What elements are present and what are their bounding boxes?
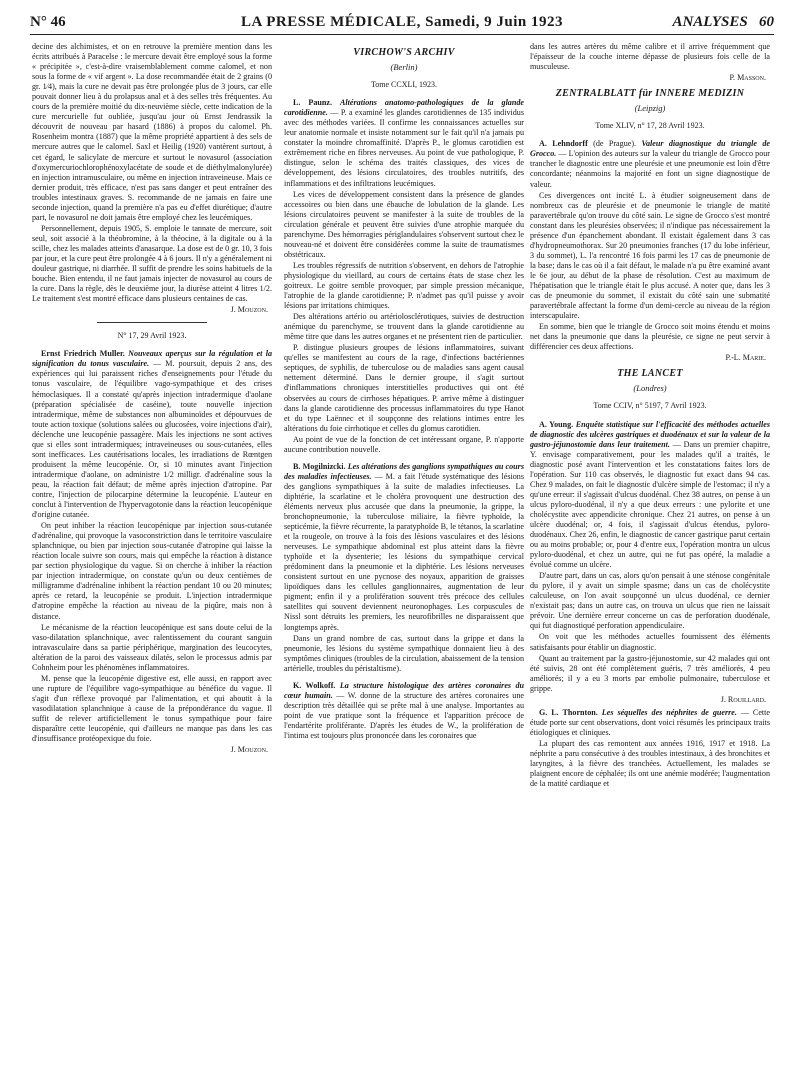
paragraph: Dans un grand nombre de cas, surtout dans la grippe et dans la pneumonie, les lésions du système sympathique donnaient lieu à des symptômes cliniques (troubles de la circulation, abaissement de la tension artérielle, troubles du péristaltisme). [284, 633, 524, 673]
article-title: Altérations anatomo-pathologiques de la glande carotidienne. [284, 98, 524, 118]
issue-date: Tome XLIV, n° 17, 28 Avril 1923. [595, 121, 705, 131]
paragraph: M. pense que la leucopénie digestive est, elle aussi, en rapport avec une rupture de l'équilibre vago-sympathique au bénéfice du vague. Il s'agit d'un réflexe provoqué par l'alimentation, et qui aboutit à la vasodilatation splanchnique à cause de la prépondérance du vague. Il suffit de relever artificiellement le tonus sympathique pour faire disparaître cette leucopénie, qui d'ailleurs ne manque pas dans les cas d'insuffisance protéopexique du foie. [32, 673, 272, 744]
abstract [284, 681, 524, 741]
signature: J. Rouillard. [720, 694, 766, 704]
abstract [530, 139, 770, 189]
journal-title: ZENTRALBLATT für INNERE MEDIZIN [555, 88, 745, 100]
signature: J. Mouzon. [230, 745, 268, 755]
paragraph: Personnellement, depuis 1905, S. emploie le tannate de mercure, soit seul, soit associé à la théobromine, à la théocine, à la digitale ou à la scille, chez les malades atteints d'anasarque. La dose est de 0 gr. 10, 3 fois par jour, et la cure peut être prolongée 4 à 6 jours. Il n'y a généralement ni douleur gastrique, ni diarrhée. Il suffit de prendre les soins habituels de la bouche. Bien entendu, il ne faut jamais injecter de novasurol au cours de la cure. Dans la règle, dès le deuxième jour, la diurèse atteint 4 litres 1/2. Le traitement s'est montré efficace dans plusieurs centaines de cas. [32, 223, 272, 304]
author: A. Young. [539, 419, 574, 429]
column-left [32, 42, 272, 1074]
paragraph: Ces divergences ont incité L. à étudier soigneusement dans de nombreux cas de pleurésie et de pneumonie le triangle de matité paravertébrale qu'on trouve du côté sain. Le signe de Grocco s'est montré constant dans les pleurésies observées; il n'indique pas nécessairement la présence d'un épanchement abondant. Il existait également dans 3 cas d'hydropneumothorax. Sur 20 pneumonies franches (17 du lobe inférieur, 3 du sommet), L. l'a rencontré 16 fois parmi les 17 cas de pneumonie de la base; dans le cas où il a fait défaut, le malade n'a pu être examiné avant le 6e jour, au début de la phase de résolution. C'est au maximum de l'hépatisation que le triangle était le plus accusé. A noter que, dans les 3 cas de pneumonie du sommet, il existait du côté sain une submatité paravertébrale affectant la forme d'un demi-cercle au niveau de la région interscapulaire. [530, 190, 770, 321]
section-and-page [672, 14, 774, 31]
journal-city: (Leipzig) [634, 103, 666, 114]
paragraph: En somme, bien que le triangle de Grocco soit moins étendu et moins net dans la pneumonie que dans la pleurésie, ce signe ne peut servir à différencier ces deux affections. [530, 322, 770, 352]
abstract-text: — Cette étude porte sur cent observations, dont voici résumés les principaux traits étiologiques et cliniques. [530, 707, 770, 737]
abstract [284, 98, 524, 188]
abstract [284, 462, 524, 633]
author: K. Wolkoff. [293, 680, 336, 690]
abstract-text: — M. a fait l'étude systématique des lésions des ganglions sympathiques à la suite de maladies infectieuses. La diphtérie, la scarlatine et le choléra provoquent une destruction des éléments nerveux plus accusée que dans la pneumonie, la grippe, la bronchopneumonie, la tuberculose miliaire, la fièvre typhoïde, la septicémie, la fièvre récurrente, la paratyphoïde B, le tétanos, la scarlatine et la rougeole, on trouve à la fois des lésions vasculaires et des lésions nerveuses. Le sympathique abdominal est plus atteint dans la fièvre typhoïde et la dysenterie; les lésions du sympathique cervical prédominent dans la pneumonie et la diphtérie. Les lésions nerveuses consistent surtout en une pycnose des noyaux, apparition de graisses lipoïdiques dans les cellules ganglionnaires, augmentation de leur pigment; enfin il y a prolifération souvent très précoce des cellules satellites qui souvent deviennent neuronophages. Les corpuscules de Nissl sont détruits les premiers, les neurofibrilles ne disparaissent que longtemps après. [284, 471, 524, 632]
abstract [32, 349, 272, 520]
paragraph: On voit que les méthodes actuelles fournissent des éléments satisfaisants pour établir un diagnostic. [530, 632, 770, 652]
journal-running-title: LA PRESSE MÉDICALE, Samedi, 9 Juin 1923 [240, 14, 564, 30]
article-title: La structure histologique des artères coronaires du cœur humain. [284, 680, 524, 700]
abstract-text: — M. poursuit, depuis 2 ans, des expériences qui lui paraissent riches d'enseignements pour l'étude du tonus vasculaire, de l'équilibre vago-sympathique et des crises hémoclasiques. Il a constaté qu'après injection intradermique d'aolane (préparation spécialisée de caséine), toute nouvelle injection intradermique, même de substances non albuminoïdes et dépourvues de toute action toxique (solutions salées ou glucosées, voire injections d'air), déclenche une leucopénie passagère. Mais les injections ne sont actives que si elles sont intradermiques; intraveineuses ou sous-cutanées, elles sont inefficaces. Les cautérisations locales, les irradiations de Rœntgen produisent la même leucopénie. Or, si 10 minutes avant l'injection intradermique d'aolane, on administre 1/2 milligr. d'adrénaline sous la peau, la réaction fait défaut; de même après injection d'atropine. Par contre, l'injection de pilocarpine détermine la leucopénie. L'auteur en conclut à l'intervention de l'hypervagotonie dans la réaction leucopénique d'origine cutanée. [32, 359, 272, 520]
abstract [530, 420, 770, 571]
author: G. L. Thornton. [539, 707, 598, 717]
signature: P.-L. Marie. [725, 353, 766, 363]
abstract-text: — Dans un premier chapitre, Y. envisage comparativement, pour les malades qu'il a traités, le diagnostic posé avant l'intervention et les constatations faites lors de l'opération. Sur 110 cas observés, le diagnostic fut exact dans 94 cas. Chez 9 malades, on fait le diagnostic d'ulcère simple de l'estomac; il n'y a qu'une erreur: il s'agissait d'ulcus duodénal. Chez 38 autres, on pense à un ulcus pyloro-duodénal, il n'y a que deux erreurs : une pylorite et une cholécystite avec appendicite chronique. Chez 21 autres, on pense à un ulcère duodénal; or, 4 fois, il s'agissait d'ulcus étendus, pyloro-duodénaux. Chez 26, enfin, le diagnostic de cancer gastrique parut certain ou au moins probable; or, pour 4 d'entre eux, l'opération montra un ulcus pyloro-duodénal, et chez un autre, qui ne fut pas opéré, la maladie a évolué comme un ulcère. [530, 439, 770, 570]
paragraph: Des altérations artério ou artériolosclérotiques, suivies de destruction anémique du parenchyme, se trouvent dans la glande carotidienne au même titre que dans les autres organes et ne présentent rien de particulier. [284, 312, 524, 342]
abstract [530, 708, 770, 738]
paragraph: Les vices de développement consistent dans la présence de glandes accessoires ou bien dans une ébauche de lobulation de la glande. Les lésions circulatoires peuvent se manifester à la suite de troubles de la circulation générale et peuvent être suivies d'une atrophie marquée du parenchyme. Des hémorragies périglandulaires s'observent surtout chez le nouveau-né et doivent être considérées comme la suite de traumatismes obstétricaux. [284, 189, 524, 259]
journal-title: THE LANCET [617, 368, 683, 380]
issue-date: Tome CCIV, n° 5197, 7 Avril 1923. [593, 401, 707, 411]
issue-date: N° 17, 29 Avril 1923. [117, 331, 187, 341]
column-middle [284, 42, 524, 1074]
paragraph: Le mécanisme de la réaction leucopénique est sans doute celui de la vaso-dilatation splanchnique, avec ralentissement du courant sanguin intravasculaire dans sa partie périphérique, margination des leucocytes, altération de la paroi des vaisseaux dilatés, selon le processus admis par Cohnheim pour les phénomènes inflammatoires. [32, 622, 272, 672]
separator-rule [97, 322, 207, 323]
article-title: Les séquelles des néphrites de guerre. [601, 707, 737, 717]
journal-city: (Berlin) [390, 62, 418, 73]
author: L. Paunz. [293, 98, 333, 108]
page-number: 60 [759, 14, 774, 30]
journal-city: (Londres) [633, 383, 667, 394]
column-right [530, 42, 770, 1074]
issue-number: N° 46 [30, 14, 66, 30]
paragraph: Les troubles régressifs de nutrition s'observent, en dehors de l'atrophie physiologique du vieillard, au cours de certains états de stase chez les goitreux. Le goitre semble provoquer, par simple pression mécanique, l'atrophie de la glande carotidienne; P. n'admet pas qu'il puisse y avoir lésions par irritations chimiques. [284, 260, 524, 311]
paragraph: La plupart des cas remontent aux années 1916, 1917 et 1918. La néphrite a paru consécutive à des troubles intestinaux, à des bronchites et laryngites, à la fièvre des tranchées. Actuellement, les malades se plaignent encore de céphalée; ils ont une anémie modérée; l'augmentation de la matité cardiaque et [530, 738, 770, 789]
signature: J. Mouzon. [230, 305, 268, 315]
author-location: (de Prague). [593, 139, 637, 149]
author: B. Mogilnizcki. [293, 461, 346, 471]
article-title: Enquête statistique sur l'efficacité des méthodes actuelles de diagnostic des ulcères gastriques et duodénaux et sur la valeur de la gastro-jéjunostomie dans leur traitement. [530, 419, 770, 449]
paragraph: P. distingue plusieurs groupes de lésions inflammatoires, suivant qu'elles se manifestent au cours de la rage, d'infections bactériennes septiques, de syphilis, de tuberculose ou de maladies sans agent causal nettement déterminé. Dans le dernier groupe, il s'agit surtout d'inflammations chroniques interstitielles productives qui ont été observées au cours de cirrhoses hépatiques. P. arrive même à distinguer dans la glande carotidienne des processus inflammatoires du type Hanot et du type Laënnec et il soupçonne des relations intimes entre les altérations du foie cirrhotique et celles du glomus carotidien. [284, 343, 524, 433]
abstract-text: — L'opinion des auteurs sur la valeur du triangle de Grocco pour trancher le diagnostic entre une pleurésie et une pneumonie est loin d'être concordante; néanmoins la majorité en font un signe diagnostique de valeur. [530, 149, 770, 189]
page-header [30, 14, 774, 35]
article-title: Nouveaux aperçus sur la régulation et la signification du tonus vasculaire. [32, 349, 272, 369]
journal-title: VIRCHOW'S ARCHIV [353, 47, 455, 58]
section-label: ANALYSES [672, 14, 748, 30]
article-title: Les altérations des ganglions sympathiques au cours des maladies infectieuses. [284, 461, 524, 481]
article-title: Valeur diagnostique du triangle de Grocco. [530, 139, 770, 159]
abstract-text: — P. a examiné les glandes carotidiennes de 135 individus avec des méthodes variées. Il confirme les connaissances actuelles sur leur anatomie normale et insiste notamment sur le fait qu'il n'a jamais pu constater la moindre chromaffinité. D'après P., le glomus carotidien est extrêmement riche en fibres nerveuses. Au point de vue pathologique, P. distingue, selon le schéma des traités classiques, des vices de développement, des lésions circulatoires, des troubles nutritifs, des inflammations et des infiltrations leucémiques. [284, 108, 524, 188]
paragraph: On peut inhiber la réaction leucopénique par injection sous-cutanée d'adrénaline, qui provoque la vasoconstriction dans le territoire vasculaire splanchnique, ou bien par injection sous-cutanée d'atropine qui laisse la réaction locale suivre son cours, mais qui empêche la réaction à distance par section physiologique du vague. Si on cherche à inhiber la réaction par injection intradermique, on constate qu'un ou deux centièmes de milligramme d'adrénaline inhibent la réaction pendant 10 ou 20 minutes; après ce retard, la leucopénie se produit. L'injection intradermique d'atropine empêche la réaction au niveau de la piqûre, mais non à distance. [32, 521, 272, 621]
author: Ernst Friedrich Muller. [41, 349, 125, 359]
signature: P. Masson. [729, 73, 766, 83]
paragraph: dans les autres artères du même calibre et il arrive fréquemment que l'épaisseur de la couche interne dépasse de plusieurs fois celle de la musculeuse. [530, 42, 770, 72]
abstract-text: — W. donne de la structure des artères coronaires une description très détaillée qui se prête mal à une analyse. Importantes au point de vue pratique sont la fréquence et l'apparition précoce de l'endartérite proliférante. D'après les études de W., la prolifération de l'intima est toujours plus prononcée dans les coronaires que [284, 690, 524, 740]
author: A. Lehndorff [539, 139, 588, 149]
paragraph: Au point de vue de la fonction de cet intéressant organe, P. n'apporte aucune contribution nouvelle. [284, 434, 524, 454]
paragraph: D'autre part, dans un cas, alors qu'on pensait à une sténose congénitale du pylore, il y avait un simple spasme; dans un cas de cholécystite calculeuse, on l'on avait soupçonné un ulcus duodénal, ce dernier n'existait pas; dans un autre cas, on trouva un ulcus que rien ne laissait prévoir. Une dernière erreur concerne un cas de perforation duodénale, qui fut diagnostiqué perforation appendiculaire. [530, 571, 770, 631]
paragraph: Quant au traitement par la gastro-jéjunostomie, sur 42 malades qui ont été suivis, 28 ont été complètement guéris, 7 très améliorés, 4 peu améliorés; il y a eu 3 morts par embolie pulmonaire, tuberculose et grippe. [530, 653, 770, 693]
issue-date: Tome CCXLI, 1923. [370, 80, 438, 90]
paragraph: decine des alchimistes, et on en retrouve la première mention dans les écrits attribués à Paracelse : le mercure devait être employé sous la forme « précipitée », c'est-à-dire vraisemblablement comme calomel, et non sous la forme de « vif argent ». La dose recommandée était de 2 grains (0 gr. 1⁄4), mais la cure ne devait pas être prolongée plus de 3 jours, car elle pouvait donner lieu à du prolapsus anal et à des selles très fréquentes. Au cours de la première moitié du dix-neuvième siècle, cette indication de la cure mercurielle fut oubliée, jusqu'au jour où Ernst Jendrassik la découvrit de nouveau par hasard (1886) à propos du calomel. Ph. Rosenheim montra (1887) que la même propriété appartient à des sels de mercure autres que le calomel. Saxl et Heilig (1920) vantèrent surtout, à cet égard, le salicylate de mercure et surtout le novasurol (association d'oxymercuriochlorophénoxylacétate de soude et de diéthylmalonylurée) en injection intramusculaire, ou même en injection intraveineuse. Mais ce dernier produit, très efficace, n'est pas sans danger et peut entraîner des troubles intestinaux graves. S. recommande de ne jamais en faire une seconde injection, quand la première n'a pas eu d'effet diurétique; d'autre part, le novasurol ne doit jamais être employé chez les leucémiques. [32, 42, 272, 222]
